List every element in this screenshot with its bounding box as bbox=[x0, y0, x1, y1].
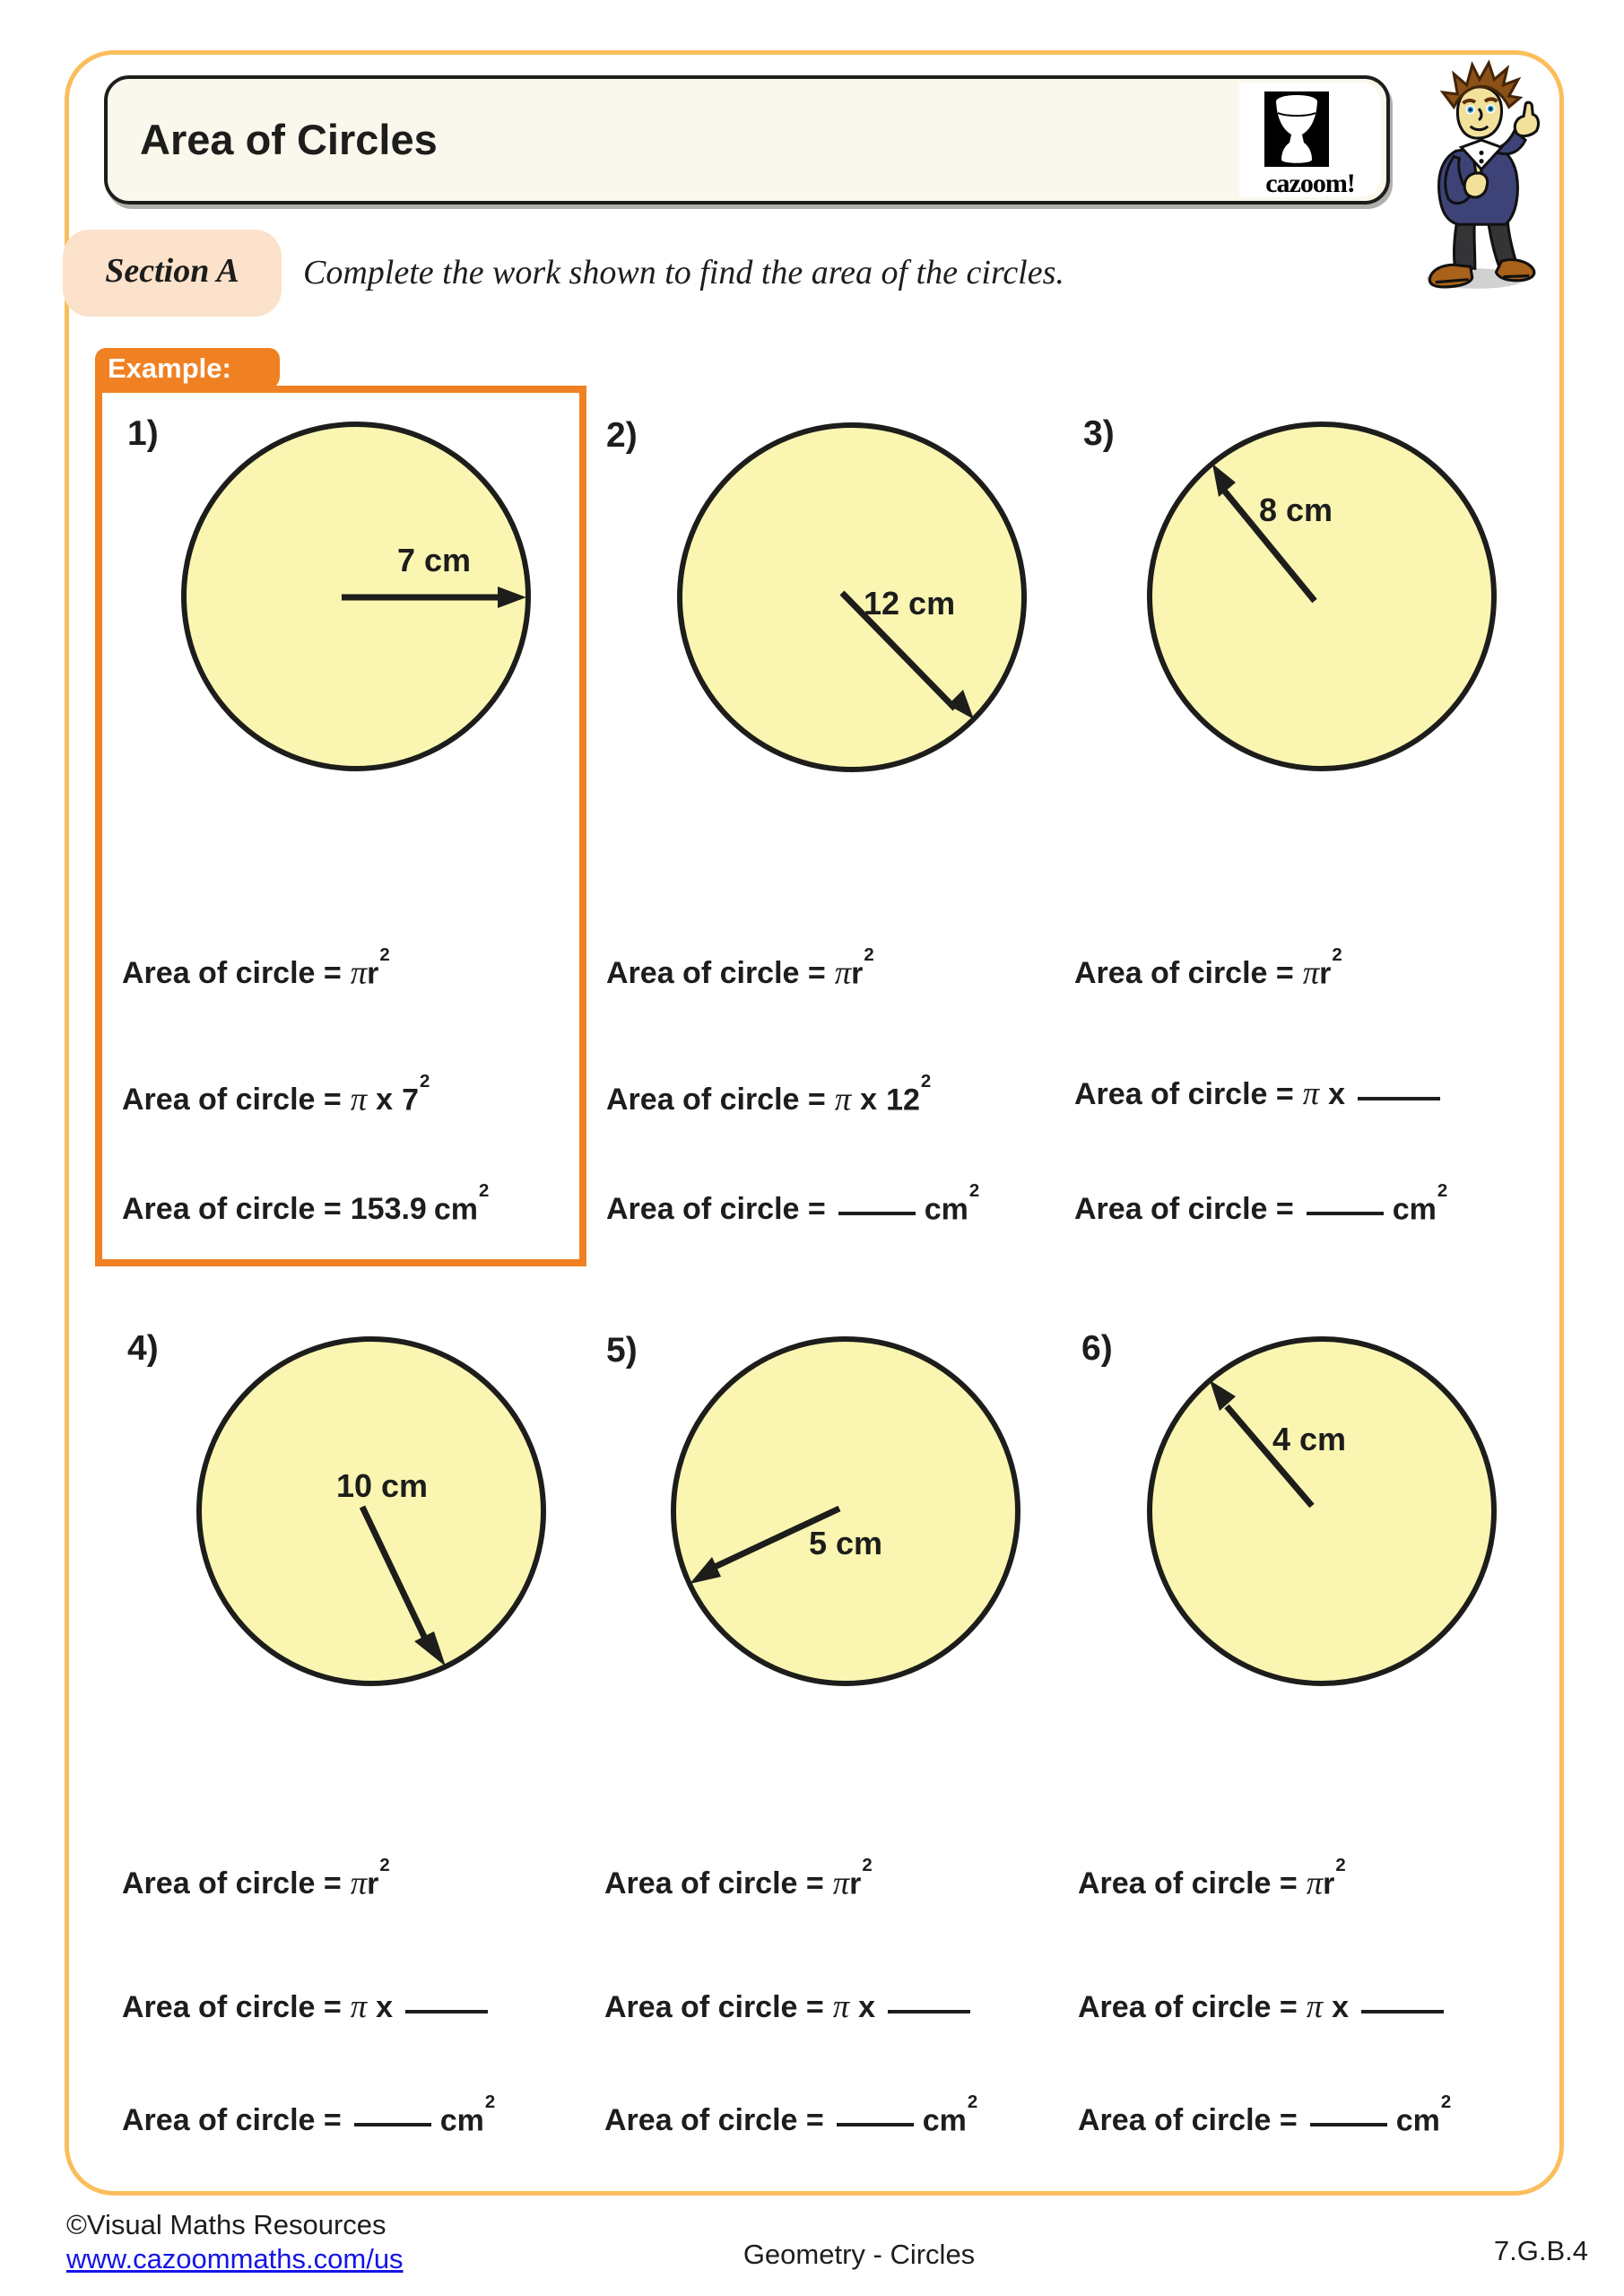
copyright-text: ©Visual Maths Resources bbox=[66, 2209, 386, 2240]
problem-number: 5) bbox=[606, 1331, 638, 1370]
formula-line-3: Area of circle = $cm^2$ bbox=[122, 2092, 496, 2138]
formula-line-3: Area of circle = $cm^2$ bbox=[1074, 1180, 1448, 1227]
footer-link[interactable]: www.cazoommaths.com/us bbox=[66, 2243, 404, 2274]
formula-line-1: Area of circle = $\pi r^2$ bbox=[604, 1855, 873, 1901]
example-badge: Example: bbox=[95, 348, 280, 389]
circle-diagram-4 bbox=[183, 1323, 560, 1700]
formula-line-1: Area of circle = $\pi r^2$ bbox=[122, 944, 390, 991]
radius-label: 12 cm bbox=[864, 585, 956, 622]
formula-line-1: Area of circle = $\pi r^2$ bbox=[1074, 944, 1342, 991]
circle-diagram-5 bbox=[657, 1323, 1034, 1700]
formula-line-2: Area of circle = π x $12^2$ bbox=[606, 1071, 932, 1118]
logo-wordmark: cazoom! bbox=[1265, 169, 1355, 198]
formula-line-1: Area of circle = $\pi r^2$ bbox=[122, 1855, 390, 1901]
footer-topic: Geometry - Circles bbox=[743, 2239, 976, 2270]
problem-number: 4) bbox=[127, 1329, 159, 1368]
formula-line-2: Area of circle = π x bbox=[1074, 1075, 1449, 1112]
answer-blank bbox=[1307, 1206, 1384, 1215]
formula-line-1: Area of circle = $\pi r^2$ bbox=[1078, 1855, 1346, 1901]
formula-line-3: Area of circle = $cm^2$ bbox=[1078, 2092, 1452, 2138]
circle-shape bbox=[199, 1339, 543, 1683]
radius-label: 4 cm bbox=[1272, 1421, 1347, 1457]
radius-label: 7 cm bbox=[396, 542, 472, 578]
answer-blank bbox=[888, 2005, 970, 2013]
answer-blank bbox=[405, 2005, 488, 2013]
answer-blank bbox=[354, 2118, 431, 2126]
answer-blank bbox=[837, 2118, 914, 2126]
formula-line-2: Area of circle = π x bbox=[1078, 1988, 1453, 2025]
formula-line-1: Area of circle = $\pi r^2$ bbox=[606, 944, 874, 991]
title-box bbox=[104, 75, 1390, 204]
section-a-badge bbox=[63, 230, 282, 317]
section-a-label: Section A bbox=[105, 252, 239, 290]
formula-line-3: Area of circle = $cm^2$ bbox=[606, 1180, 980, 1227]
circle-diagram-2 bbox=[664, 409, 1040, 786]
problem-number: 1) bbox=[127, 414, 159, 453]
formula-line-2: Area of circle = π x bbox=[122, 1988, 497, 2025]
radius-label: 5 cm bbox=[808, 1525, 883, 1561]
answer-blank bbox=[1358, 1091, 1440, 1100]
problem-number: 6) bbox=[1081, 1329, 1113, 1368]
answer-blank bbox=[1310, 2118, 1387, 2126]
circle-diagram-6 bbox=[1133, 1323, 1510, 1700]
answer-blank bbox=[1361, 2005, 1444, 2013]
formula-line-2: Area of circle = π x $7^2$ bbox=[122, 1071, 430, 1118]
formula-line-2: Area of circle = π x bbox=[604, 1988, 979, 2025]
footer-left bbox=[66, 2208, 404, 2276]
example-box bbox=[95, 386, 586, 1266]
circle-shape bbox=[673, 1339, 1018, 1683]
formula-line-3: Area of circle = 153.9 $cm^2$ bbox=[122, 1180, 490, 1227]
standard-code: 7.G.B.4 bbox=[1493, 2235, 1588, 2266]
page-title: Area of Circles bbox=[140, 116, 438, 163]
problem-number: 3) bbox=[1083, 414, 1115, 453]
instruction-text: Complete the work shown to find the area of the circles. bbox=[303, 254, 1064, 291]
djembe-drum-icon bbox=[1264, 91, 1329, 167]
circle-shape bbox=[1150, 424, 1494, 769]
circle-diagram-3 bbox=[1133, 408, 1510, 785]
cazoom-logo bbox=[1239, 83, 1381, 197]
formula-line-3: Area of circle = $cm^2$ bbox=[604, 2092, 978, 2138]
radius-label: 10 cm bbox=[335, 1467, 429, 1504]
problem-number: 2) bbox=[606, 416, 638, 455]
radius-label: 8 cm bbox=[1258, 491, 1333, 528]
mascot-boy-illustration bbox=[1401, 56, 1562, 294]
answer-blank bbox=[838, 1206, 916, 1215]
circle-shape bbox=[1150, 1339, 1494, 1683]
